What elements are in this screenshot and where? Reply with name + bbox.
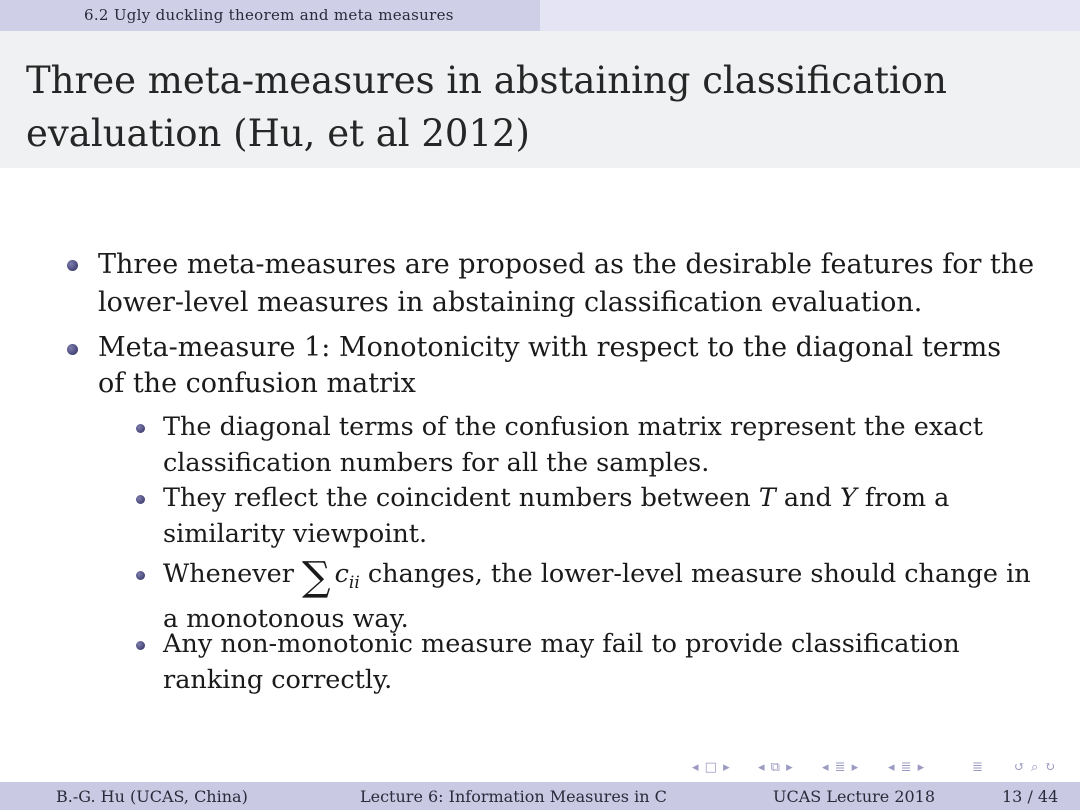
section-label: 6.2 Ugly duckling theorem and meta measures	[84, 6, 454, 24]
sub-bullet-text: classification numbers for all the samples.	[163, 447, 710, 478]
back-search-forward-icon[interactable]: ↺ ⌕ ↻	[1014, 760, 1057, 775]
bullet-icon	[67, 344, 78, 355]
bullet-item-2	[98, 330, 1063, 402]
sub-bullet-text: The diagonal terms of the confusion matrix represent the exact	[163, 412, 983, 442]
sub-bullet-icon	[136, 571, 145, 580]
bullet-text: of the confusion matrix	[98, 368, 416, 399]
sub-bullet-icon	[136, 641, 145, 650]
beamer-navigation	[692, 760, 1078, 778]
sub-bullet-text: from a	[856, 483, 950, 513]
sub-bullet-item-4	[163, 627, 1058, 698]
subsection-nav-icon[interactable]: ◂ ⧉ ▸	[758, 760, 794, 775]
title-line-2: evaluation (Hu, et al 2012)	[26, 112, 530, 155]
bullet-icon	[67, 260, 78, 271]
bullet-text: Meta-measure 1: Monotonicity with respect to the diagonal terms	[98, 332, 1002, 363]
sub-bullet-text: similarity viewpoint.	[163, 518, 428, 549]
sub-bullet-item-3	[163, 554, 1058, 637]
sub-bullet-text: a monotonous way.	[163, 603, 409, 634]
outline-icon[interactable]: ≣	[972, 760, 984, 775]
sub-bullet-item-1	[163, 410, 1058, 481]
sub-bullet-text: changes, the lower-level measure should change in	[359, 559, 1031, 589]
sub-bullet-icon	[136, 495, 145, 504]
sub-bullet-text: Whenever	[163, 559, 303, 589]
math-variable-T: T	[758, 483, 776, 513]
sub-bullet-icon	[136, 424, 145, 433]
sub-bullet-text: ranking correctly.	[163, 664, 393, 695]
sub-bullet-text: and	[775, 483, 840, 513]
sub-bullet-text: Any non-monotonic measure may fail to provide classification	[163, 629, 960, 659]
math-subscript: ii	[348, 573, 360, 593]
math-variable-Y: Y	[839, 483, 857, 513]
sub-bullet-text: They reflect the coincident numbers between	[163, 483, 759, 513]
document-nav-icon[interactable]: ◂ ≣ ▸	[888, 760, 926, 775]
bullet-item-1	[98, 246, 1063, 322]
sub-bullet-item-2	[163, 481, 1058, 552]
footer-lecture-title: Lecture 6: Information Measures in C	[360, 787, 667, 806]
footer-author: B.-G. Hu (UCAS, China)	[56, 787, 248, 806]
section-nav-icon[interactable]: ◂ ≣ ▸	[822, 760, 860, 775]
bullet-text: lower-level measures in abstaining classification evaluation.	[98, 287, 923, 318]
math-variable-c: c	[334, 559, 349, 589]
bullet-text: Three meta-measures are proposed as the desirable features for the	[98, 249, 1035, 280]
frame-nav-icon[interactable]: ◂ □ ▸	[692, 760, 731, 775]
summation-symbol: ∑	[302, 554, 331, 600]
footer-event: UCAS Lecture 2018	[773, 787, 936, 806]
footer-bar	[0, 782, 1080, 810]
page-number: 13 / 44	[1002, 787, 1059, 806]
title-line-1: Three meta-measures in abstaining classification	[26, 59, 947, 102]
